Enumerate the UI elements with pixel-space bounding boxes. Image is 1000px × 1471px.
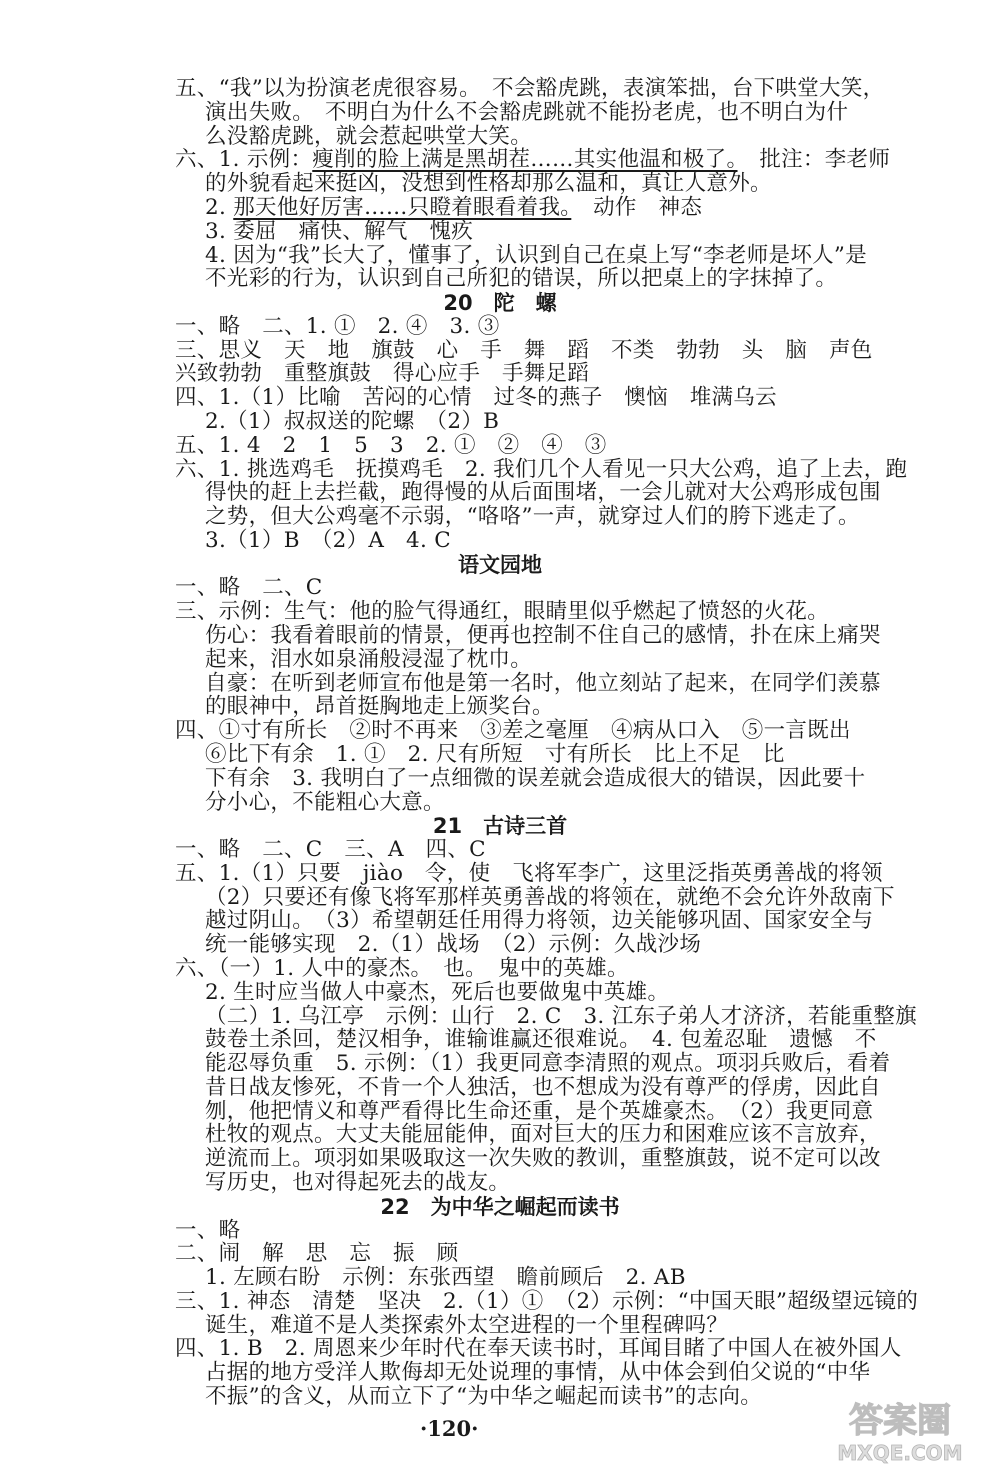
text-line: 杜牧的观点。大丈夫能屈能伸，面对巨大的压力和困难应该不言放弃， [205, 1122, 881, 1148]
underlined-quote: 瘦削的脸上满是黑胡茬……其实他温和极了。 [312, 147, 738, 173]
text-line: （二）1. 乌江亭 示例：山行 2. C 3. 江东子弟人才济济，若能重整旗 [205, 1003, 917, 1029]
text-line: 分小心，不能粗心大意。 [205, 789, 445, 815]
text-line: 诞生，难道不是人类探索外太空进程的一个里程碑吗？ [205, 1312, 729, 1338]
section-title: 21 古诗三首 [432, 814, 568, 839]
line-prefix: 2. [205, 194, 234, 220]
text-line: 六、1. 挑选鸡毛 抚摸鸡毛 2. 我们几个人看见一只大公鸡，追了上去，跑 [175, 456, 908, 482]
watermark-logo [808, 1392, 993, 1467]
page-number: ·120· [420, 1416, 479, 1441]
text-line: 三、思义 天 地 旗鼓 心 手 舞 蹈 不类 勃勃 头 脑 声色 [175, 337, 873, 363]
text-line: 三、示例：生气：他的脸气得通红，眼睛里似乎燃起了愤怒的火花。 [175, 599, 830, 625]
text-line: 三、1. 神态 清楚 坚决 2.（1）① （2）示例：“中国天眼”超级望远镜的 [175, 1288, 919, 1314]
text-line: 4. 因为“我”长大了，懂事了，认识到自己在桌上写“李老师是坏人”是 [205, 242, 868, 268]
section-title: 22 为中华之崛起而读书 [380, 1194, 620, 1219]
text-line: 2.（1）叔叔送的陀螺 （2）B [205, 408, 500, 434]
text-line: 3. 委屈 痛快、解气 愧疚 [205, 218, 474, 244]
section-title: 20 陀 螺 [443, 291, 557, 315]
text-line: 一、略 [175, 1217, 241, 1243]
text-line: 的眼神中，昂首挺胸地走上颁奖台。 [205, 694, 554, 720]
text-line: 五、“我”以为扮演老虎很容易。 不会豁虎跳，表演笨拙，台下哄堂大笑， [175, 76, 885, 101]
text-line: 不光彩的行为，认识到自己所犯的错误，所以把桌上的字抹掉了。 [205, 266, 838, 292]
text-line: 鼓卷土杀回，楚汉相争，谁输谁赢还很难说。 4. 包羞忍耻 遗憾 不 [205, 1027, 877, 1053]
text-line: 五、1.（1）只要 jiào 令，使 飞将军李广，这里泛指英勇善战的将领 [175, 860, 883, 886]
text-line: 占据的地方受洋人欺侮却无处说理的事情，从中体会到伯父说的“中华 [205, 1360, 871, 1386]
text-line: 1. 左顾右盼 示例：东张西望 瞻前顾后 2. AB [205, 1265, 686, 1291]
text-line: 四、1. B 2. 周恩来少年时代在奉天读书时，耳闻目睹了中国人在被外国人 [175, 1336, 902, 1362]
text-line [205, 195, 702, 221]
text-line: 不振”的含义，从而立下了“为中华之崛起而读书”的志向。 [205, 1384, 763, 1409]
text-line: 一、略 二、C [175, 575, 323, 601]
text-line: 昔日战友惨死，不肯一个人独活，也不想成为没有尊严的俘虏，因此自 [205, 1074, 881, 1100]
text-line: 下有余 3. 我明白了一点细微的误差就会造成很大的错误，因此要十 [205, 765, 866, 791]
text-line: 3.（1）B （2）A 4. C [205, 527, 452, 553]
text-line: 五、1. 4 2 1 5 3 2. ① ② ④ ③ [175, 432, 607, 458]
watermark-text: 答案圈 [849, 1401, 951, 1441]
text-line: 起来，泪水如泉涌般浸湿了枕巾。 [205, 646, 533, 672]
text-line: 之势，但大公鸡毫不示弱，“咯咯”一声，就穿过人们的胯下逃走了。 [205, 504, 860, 530]
text-line [175, 147, 890, 173]
text-line: 么没豁虎跳，就会惹起哄堂大笑。 [205, 123, 533, 149]
text-line: 统一能够实现 2.（1）战场 （2）示例：久战沙场 [205, 932, 702, 958]
text-line: 六、（一）1. 人中的豪杰。 也。 鬼中的英雄。 [175, 955, 629, 981]
text-line: 演出失败。 不明白为什么不会豁虎跳就不能扮老虎，也不明白为什 [205, 99, 849, 125]
text-line: 逆流而上。项羽如果吸取这一次失败的教训，重整旗鼓，说不定可以改 [205, 1146, 881, 1172]
text-line: （2）只要还有像飞将军那样英勇善战的将领在，就绝不会允许外敌南下 [205, 884, 895, 910]
text-line: 的外貌看起来挺凶，没想到性格却那么温和，真让人意外。 [205, 171, 772, 197]
text-line: 刎，他把情义和尊严看得比生命还重，是个英雄豪杰。 （2）我更同意 [205, 1098, 874, 1124]
text-line: 自豪：在听到老师宣布他是第一名时，他立刻站了起来，在同学们羡慕 [205, 670, 881, 696]
underlined-quote: 那天他好厉害……只瞪着眼看着我。 [233, 194, 572, 220]
text-line: 越过阴山。 （3）希望朝廷任用得力将领，边关能够巩固、国家安全与 [205, 908, 874, 934]
text-line: 一、略 二、1. ① 2. ④ 3. ③ [175, 313, 500, 339]
text-line: 写历史，也对得起死去的战友。 [205, 1170, 511, 1195]
text-line: 四、1.（1）比喻 苦闷的心情 过冬的燕子 懊恼 堆满乌云 [175, 385, 777, 411]
line-suffix: 批注：李老师 [737, 147, 891, 173]
text-line: 伤心：我看着眼前的情景，便再也控制不住自己的感情，扑在床上痛哭 [205, 623, 881, 648]
watermark-site: MXQE.COM [837, 1441, 963, 1465]
text-line: 得快的赶上去拦截，跑得慢的从后面围堵，一会儿就对大公鸡形成包围 [205, 480, 881, 506]
section-title: 语文园地 [458, 552, 542, 577]
line-suffix: 动作 神态 [571, 194, 703, 220]
text-line: ⑥比下有余 1. ① 2. 尺有所短 寸有所长 比上不足 比 [205, 741, 785, 767]
text-line: 2. 生时应当做人中豪杰，死后也要做鬼中英雄。 [205, 979, 670, 1005]
line-prefix: 六、1. 示例： [175, 147, 313, 173]
text-line: 兴致勃勃 重整旗鼓 得心应手 手舞足蹈 [175, 361, 590, 387]
text-line: 一、略 二、C 三、A 四、C [175, 837, 486, 862]
text-line: 四、①寸有所长 ②时不再来 ③差之毫厘 ④病从口入 ⑤一言既出 [175, 718, 851, 744]
text-line: 能忍辱负重 5. 示例：（1）我更同意李清照的观点。项羽兵败后，看着 [205, 1051, 891, 1077]
text-line: 二、闹 解 思 忘 振 顾 [175, 1241, 459, 1267]
